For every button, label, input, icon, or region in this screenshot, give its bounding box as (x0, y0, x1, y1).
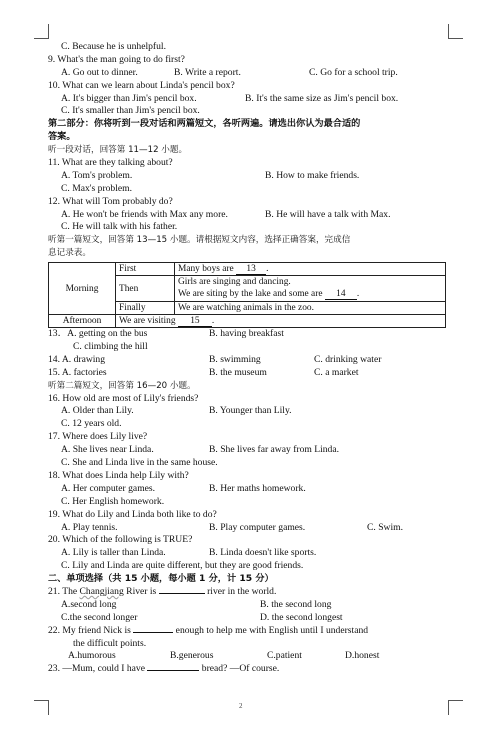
q18-option-c: C. Her English homework. (61, 495, 165, 507)
q21-option-b: B. the second long (260, 598, 332, 610)
crop-mark-bottom-left (34, 700, 49, 715)
cell-then-text (175, 276, 446, 302)
q10-question: 10. What can we learn about Linda's pencil box? (48, 79, 235, 91)
q15-option-a: 15. A. factories (48, 366, 107, 378)
cell-afternoon: Afternoon (49, 315, 116, 328)
q13-option-b: B. having breakfast (209, 328, 284, 340)
q17-option-a: A. She lives near Linda. (61, 444, 154, 456)
q20-option-a: A. Lily is taller than Linda. (61, 547, 166, 559)
q21-option-c: C.the second longer (61, 611, 138, 623)
crop-mark-top-right (448, 24, 463, 39)
passage1-intro-line2: 息记录表。 (48, 248, 91, 259)
section2-heading: 二、单项选择（共 15 小题，每小题 1 分，计 15 分） (48, 573, 274, 585)
q12-question: 12. What will Tom probably do? (48, 195, 173, 207)
q18-question: 18. What does Linda help Lily with? (48, 469, 189, 481)
exam-content (48, 41, 448, 676)
q10-option-b: B. It's the same size as Jim's pencil box. (245, 92, 399, 104)
q21-option-d: D. the second longest (260, 611, 343, 623)
q16-options (48, 405, 448, 418)
q16-option-c: C. 12 years old. (61, 418, 122, 430)
cell-afternoon-text: We are visiting 15 . (116, 315, 446, 328)
q11-option-b: B. How to make friends. (265, 169, 360, 181)
crop-mark-top-left (34, 24, 49, 39)
q13-option-a: 13．A. getting on the bus (48, 328, 148, 340)
q9-question: 9. What's the man going to do first? (48, 53, 185, 65)
q16-question: 16. How old are most of Lily's friends? (48, 392, 199, 404)
q20-option-c: C. Lily and Linda are quite different, but they are good friends. (61, 560, 304, 572)
cell-first: First (116, 263, 175, 276)
q11-option-c: C. Max's problem. (61, 182, 133, 194)
q19-options (48, 522, 448, 535)
q21-option-a: A.second long (61, 598, 117, 610)
cell-morning: Morning (49, 263, 116, 315)
q21-options-row2 (48, 612, 448, 625)
q22-post: enough to help me with English until I understand (173, 624, 369, 636)
q21-pre: 21. The (48, 585, 80, 597)
cell-finally-text: We are watching animals in the zoo. (175, 302, 446, 315)
q22-blank (133, 632, 173, 633)
q10-option-c: C. It's smaller than Jim's pencil box. (61, 105, 200, 117)
q23-question (48, 663, 448, 676)
part2-heading-line1: 第二部分：你将听到一段对话和两篇短文，各听两遍。请选出你认为最合适的 (48, 118, 361, 130)
afternoon-text: We are visiting (119, 316, 176, 327)
q21-options-row1 (48, 599, 448, 612)
q10-option-a: A. It's bigger than Jim's pencil box. (61, 92, 197, 104)
q21-mid: River is (123, 585, 159, 597)
q22-option-b: B.generous (170, 650, 214, 662)
q19-option-c: C. Swim. (367, 521, 403, 533)
then-line1: Girls are singing and dancing. (178, 277, 291, 288)
q13-options (48, 328, 448, 341)
first-text: Many boys are (178, 264, 234, 275)
dialogue-intro: 听一段对话，回答第 11—12 小题。 (48, 145, 188, 156)
q12-option-c: C. He will talk with his father. (61, 221, 178, 233)
q17-option-c: C. She and Linda live in the same house. (61, 457, 218, 469)
q22-option-c: C.patient (267, 650, 302, 662)
q22-line2: the difficult points. (73, 637, 147, 649)
q12-option-b: B. He will have a talk with Max. (265, 208, 391, 220)
q22-option-a: A.humorous (68, 650, 116, 662)
q11-option-a: A. Tom's problem. (61, 169, 133, 181)
q21-question (48, 586, 448, 599)
q9-option-c: C. Go for a school trip. (309, 66, 398, 78)
q22-question (48, 625, 448, 638)
q23-blank (147, 670, 199, 671)
info-record-table (48, 262, 446, 328)
q11-question: 11. What are they talking about? (48, 157, 173, 169)
q14-option-b: B. swimming (209, 353, 261, 365)
q19-option-a: A. Play tennis. (61, 521, 118, 533)
q14-options (48, 354, 448, 367)
then-line2-text: We are siting by the lake and some are (178, 288, 323, 299)
cell-first-text: Many boys are 13 . (175, 263, 446, 276)
cell-finally: Finally (116, 302, 175, 315)
q19-question: 19. What do Lily and Linda both like to do? (48, 508, 217, 520)
q16-option-a: A. Older than Lily. (61, 405, 134, 417)
q10-options (48, 93, 448, 106)
q17-option-b: B. She lives far away from Linda. (209, 444, 340, 456)
q15-option-b: B. the museum (209, 366, 267, 378)
q16-option-b: B. Younger than Lily. (209, 405, 292, 417)
crop-mark-bottom-right (448, 700, 463, 715)
cell-then: Then (116, 276, 175, 302)
q23-post: bread? —Of course. (199, 663, 280, 675)
blank-13: 13 (236, 264, 266, 275)
q18-option-a: A. Her computer games. (61, 482, 156, 494)
q20-options (48, 547, 448, 560)
q19-option-b: B. Play computer games. (209, 521, 306, 533)
q22-pre: 22. My friend Nick is (48, 624, 134, 636)
q17-question: 17. Where does Lily live? (48, 431, 148, 443)
page-number: 2 (239, 702, 243, 710)
q15-option-c: C. a market (314, 366, 359, 378)
then-line2: We are siting by the lake and some are 14 . (178, 288, 360, 299)
q22-options (48, 650, 448, 663)
q9-option-b: B. Write a report. (174, 66, 241, 78)
q12-option-a: A. He won't be friends with Max any more. (61, 208, 228, 220)
passage2-intro: 听第二篇短文，回答第 16—20 小题。 (48, 380, 196, 391)
q17-options (48, 444, 448, 457)
q9-option-a: A. Go out to dinner. (61, 66, 138, 78)
q15-options (48, 367, 448, 380)
q12-options (48, 209, 448, 222)
q11-options (48, 170, 448, 183)
q13-option-c: C. climbing the hill (73, 341, 148, 353)
q8-option-c: C. Because he is unhelpful. (61, 41, 166, 52)
passage1-intro-line1: 听第一篇短文，回答第 13—15 小题。请根据短文内容，选择正确答案，完成信 (48, 235, 351, 246)
q21-post: river in the world. (204, 585, 277, 597)
q9-options (48, 67, 448, 80)
blank-15: 15 (178, 316, 212, 327)
q20-question: 20. Which of the following is TRUE? (48, 534, 193, 546)
q20-option-b: B. Linda doesn't like sports. (209, 547, 317, 559)
q21-river: Changjiang (79, 585, 124, 597)
q21-blank (159, 593, 205, 594)
q18-option-b: B. Her maths homework. (209, 482, 306, 494)
q14-option-c: C. drinking water (314, 353, 382, 365)
blank-14: 14 (325, 289, 357, 300)
q23-pre: 23. —Mum, could I have (48, 663, 148, 675)
part2-heading-line2: 答案。 (48, 131, 76, 143)
q22-option-d: D.honest (345, 650, 380, 662)
q14-option-a: 14. A. drawing (48, 353, 106, 365)
q18-options (48, 483, 448, 496)
